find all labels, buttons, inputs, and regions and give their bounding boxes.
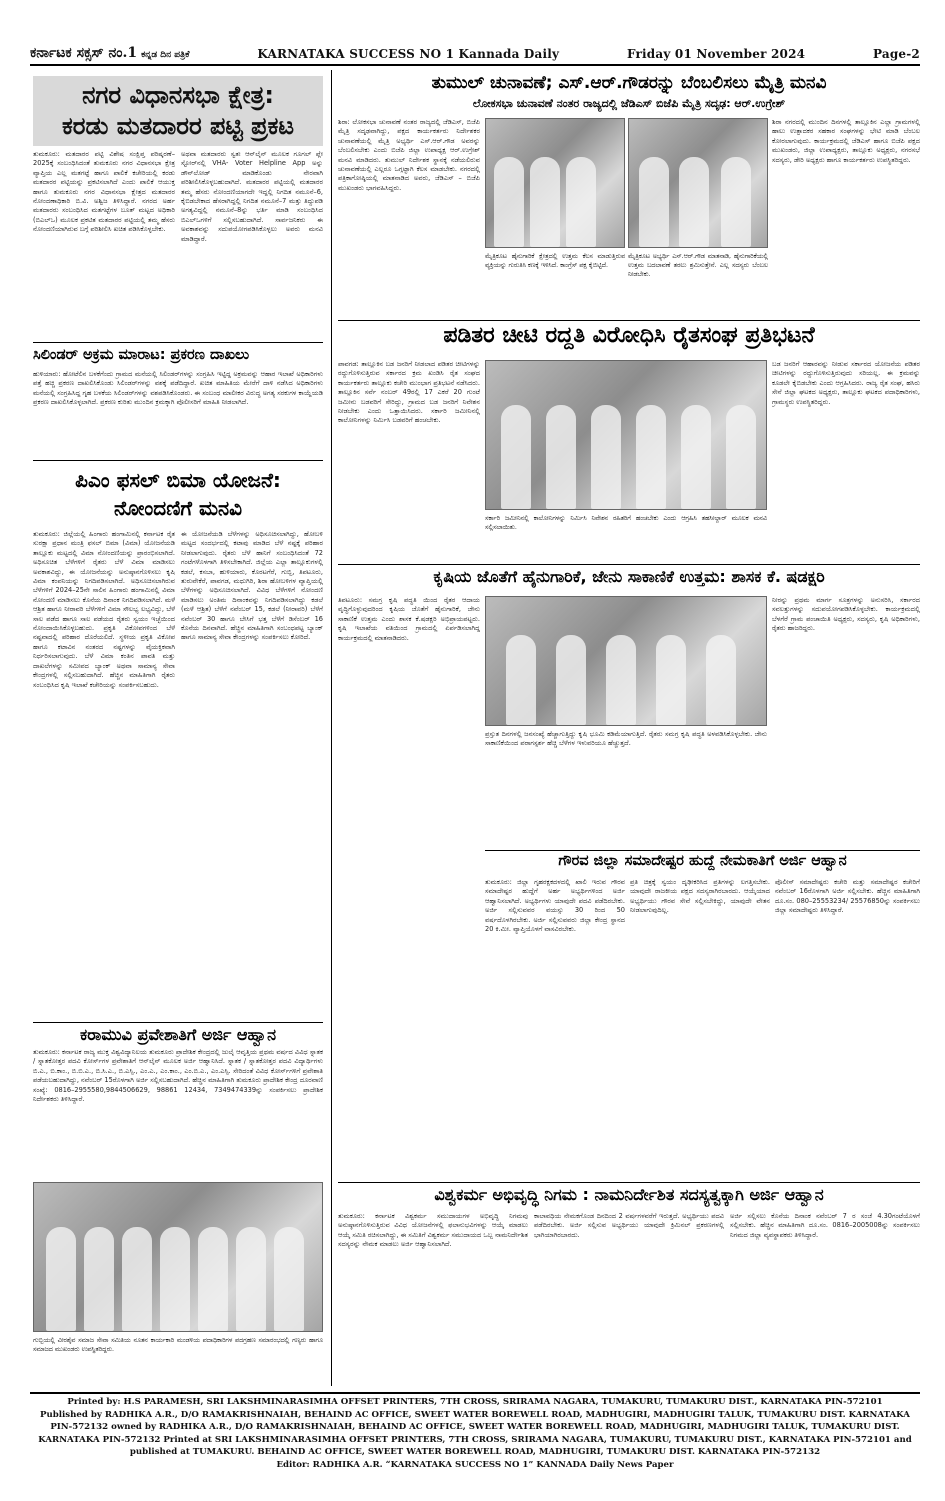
cylinder-body: ಹುಳಿಯಾರು: ಹೋಟೆಲಿನ ಬಳಕೆಗೆಂದು ಗ್ರಾಮದ ಮನೆಯಲ್ಲಿ ಸಿಲಿಂಡರ್‌ಗಳನ್ನು ಸಂಗ್ರಹಿಸಿ ಇಟ್ಟಿದ್ದ ಅಕ್ರಮವನ್ನು ಆಹಾರ ಇಲಾಖೆ ಅಧಿಕಾರಿಗಳು ಪತ್ತೆ ಹಚ್ಚಿ ಪ್ರಕರಣ ದಾಖಲಿಸಿಕೊಂಡು ಸಿಲಿಂಡರ್‌ಗಳನ್ನು ವಶಕ್ಕೆ ಪಡೆದಿದ್ದಾರೆ. ಖಚಿತ ಮಾಹಿತಿಯ ಮೇರೆಗೆ ದಾಳಿ ನಡೆಸಿದ ಅಧಿಕಾರಿಗಳು ಮನೆಯಲ್ಲಿ ಸಂಗ್ರಹಿಸಿದ್ದ ಗೃಹ ಬಳಕೆಯ ಸಿಲಿಂಡರ್‌ಗಳನ್ನು ವಶಪಡಿಸಿಕೊಂಡರು. ಈ ಸಂಬಂಧ ಮಾಲೀಕರ ವಿರುದ್ಧ ಅಗತ್ಯ ಸರಕುಗಳ ಕಾಯ್ದೆಯಡಿ ಪ್ರಕರಣ ದಾಖಲಿಸಿಕೊಳ್ಳಲಾಗಿದೆ. ಪ್ರಕರಣ ಕುರಿತು ಮುಂದಿನ ಕ್ರಮಕ್ಕಾಗಿ ಪೊಲೀಸರಿಗೆ ಮಾಹಿತಿ ನೀಡಲಾಗಿದೆ. (33, 370, 323, 407)
imprint-line: PIN-572132 owned by RADHIKA A.R., D/O RAMAKRISHNAIAH, BEHAIND AC OFFICE, SWEET WATER BOREWELL ROAD, MADHUGIRI, MADHUGIRI TALUK, TUMAKURU DIST. (50, 1422, 900, 1432)
paper-english-name: KARNATAKA SUCCESS NO 1 Kannada Daily (257, 47, 560, 61)
photo-figure (160, 1227, 190, 1331)
section-rule (338, 1182, 920, 1183)
tumul-subheadline: ಲೋಕಸಭಾ ಚುನಾವಣೆ ನಂತರ ರಾಜ್ಯದಲ್ಲಿ ಜೆಡಿಎಸ್ ಬಿಜೆಪಿ ಮೈತ್ರಿ ಸದೃಢ: ಆರ್.ಉಗ್ರೇಶ್ (472, 97, 786, 110)
photo-figure (679, 157, 709, 247)
photo-figure (274, 1227, 304, 1331)
photo-figure (236, 1227, 266, 1331)
paper-name (30, 45, 190, 61)
krushi-headline: ಕೃಷಿಯ ಜೊತೆಗೆ ಹೈನುಗಾರಿಕೆ, ಜೇನು ಸಾಕಾಣಿಕೆ ಉತ್ತಮ: ಶಾಸಕ ಕೆ. ಷಡಕ್ಷರಿ (433, 567, 825, 586)
tumul-photo-left (485, 118, 625, 248)
photo-figure (556, 635, 586, 725)
photo-figure (639, 157, 669, 247)
photo-figure (506, 635, 536, 725)
photo-figure (546, 405, 576, 509)
imprint-line: KARNATAKA PIN-572132 Printed at SRI LAKSHMINARASIMHA OFFSET PRINTERS, 7TH CROSS, SRIRAMA NAGARA, TUMAKURU, TUMAKURU DIST., KARNATAKA PIN-572101 and (38, 1434, 912, 1445)
gubbi-photo-caption: ಗುಬ್ಬಿಯಲ್ಲಿ ವೀರಶೈವ ಸಮಾಜ ಸೇವಾ ಸಮಿತಿಯ ನೂತನ ಕಾರ್ಯಕಾರಿ ಮಂಡಳಿಯ ಪದಾಧಿಕಾರಿಗಳ ಪದಗ್ರಹಣ ಸಮಾರಂಭದಲ್ಲಿ ಗಣ್ಯರು ಹಾಗೂ ಸಮಾಜದ ಮುಖಂಡರು ಉಪಸ್ಥಿತರಿದ್ದರು. (33, 1337, 323, 1353)
voters-list-headline-line1: ನಗರ ವಿಧಾನಸಭಾ ಕ್ಷೇತ್ರ: (82, 81, 274, 109)
section-rule (338, 320, 920, 321)
krushi-body-col2: ಪ್ರಸ್ತುತ ದಿನಗಳಲ್ಲಿ ಜನಸಂಖ್ಯೆ ಹೆಚ್ಚಾಗುತ್ತಿದ್ದು ಕೃಷಿ ಭೂಮಿ ಕಡಿಮೆಯಾಗುತ್ತಿದೆ. ರೈತರು ಸಮಗ್ರ ಕೃಷಿ ಪದ್ಧತಿ ಅಳವಡಿಸಿಕೊಳ್ಳಬೇಕು. ಜೇನು ಸಾಕಾಣಿಕೆಯಿಂದ ಪರಾಗಸ್ಪರ್ಶ ಹೆಚ್ಚಿ ಬೆಳೆಗಳ ಇಳುವರಿಯೂ ಹೆಚ್ಚುತ್ತದೆ. (485, 730, 767, 748)
section-rule (33, 460, 323, 461)
tumul-body-col1: ಶಿರಾ: ಲೋಕಸಭಾ ಚುನಾವಣೆ ನಂತರ ರಾಜ್ಯದಲ್ಲಿ ಜೆಡಿಎಸ್, ಬಿಜೆಪಿ ಮೈತ್ರಿ ಸದೃಢವಾಗಿದ್ದು, ಪಕ್ಷದ ಕಾರ್ಯಕರ್ತರು ನಿರ್ದೇಶಕರ ಚುನಾವಣೆಯಲ್ಲಿ ಮೈತ್ರಿ ಅಭ್ಯರ್ಥಿ ಎಸ್.ಆರ್.ಗೌಡ ಅವರನ್ನು ಬೆಂಬಲಿಸಬೇಕು ಎಂದು ಬಿಜೆಪಿ ಜಿಲ್ಲಾ ಉಪಾಧ್ಯಕ್ಷ ಆರ್.ಉಗ್ರೇಶ್ ಮನವಿ ಮಾಡಿದರು. ತುಮುಲ್ ನಿರ್ದೇಶಕ ಸ್ಥಾನಕ್ಕೆ ನಡೆಯಲಿರುವ ಚುನಾವಣೆಯಲ್ಲಿ ಎಲ್ಲರೂ ಒಗ್ಗಟ್ಟಾಗಿ ಕೆಲಸ ಮಾಡಬೇಕು. ನಗರದಲ್ಲಿ ಪತ್ರಿಕಾಗೋಷ್ಠಿಯಲ್ಲಿ ಮಾತನಾಡಿದ ಅವರು, ಜೆಡಿಎಸ್ – ಬಿಜೆಪಿ ಮುಖಂಡರು ಭಾಗವಹಿಸಿದ್ದರು. (338, 118, 480, 192)
tumul-body-col-right: ಶಿರಾ ನಗರದಲ್ಲಿ ಮುಂದಿನ ದಿನಗಳಲ್ಲಿ ತಾಲ್ಲೂಕಿನ ಎಲ್ಲಾ ಗ್ರಾಮಗಳಲ್ಲಿ ಹಾಲು ಉತ್ಪಾದಕರ ಸಹಕಾರ ಸಂಘಗಳನ್ನು ಭೇಟಿ ಮಾಡಿ ಬೆಂಬಲ ಕೋರಲಾಗುವುದು. ಕಾರ್ಯಕ್ರಮದಲ್ಲಿ ಜೆಡಿಎಸ್ ಹಾಗೂ ಬಿಜೆಪಿ ಪಕ್ಷದ ಮುಖಂಡರು, ಜಿಲ್ಲಾ ಉಪಾಧ್ಯಕ್ಷರು, ತಾಲ್ಲೂಕು ಅಧ್ಯಕ್ಷರು, ನಗರಸಭೆ ಸದಸ್ಯರು, ಡೇರಿ ಅಧ್ಯಕ್ಷರು ಹಾಗೂ ಕಾರ್ಯಕರ್ತರು ಉಪಸ್ಥಿತರಿದ್ದರು. (772, 118, 920, 164)
section-rule (485, 850, 920, 851)
photo-figure (591, 405, 621, 509)
voters-list-headline-line2: ಕರಡು ಮತದಾರರ ಪಟ್ಟಿ ಪ್ರಕಟ (61, 112, 295, 140)
gourava-body-col3: ಪೊಲೀಸ್ ಸಮಾದೇಷ್ಟರು ಕಚೇರಿ ಮತ್ತು ಸಮಾದೇಷ್ಟರ ಕಚೇರಿಗೆ ನವೆಂಬರ್ 16ರೊಳಗಾಗಿ ಅರ್ಜಿ ಸಲ್ಲಿಸಬೇಕು. ಹೆಚ್ಚಿನ ಮಾಹಿತಿಗಾಗಿ ದೂ.ಸಂ. 080–25553234/ 25576850ನ್ನು ಸಂಪರ್ಕಿಸಲು ಜಿಲ್ಲಾ ಸಮಾದೇಷ್ಟರು ತಿಳಿಸಿದ್ದಾರೆ. (775, 878, 920, 915)
padi-body-col1: ಪಾವಗಡ: ತಾಲ್ಲೂಕಿನ ಬಡ ಜನರಿಗೆ ನೀಡಲಾದ ಪಡಿತರ ಚೀಟಿಗಳನ್ನು ರದ್ದುಗೊಳಿಸುತ್ತಿರುವ ಸರ್ಕಾರದ ಕ್ರಮ ಖಂಡಿಸಿ ರೈತ ಸಂಘದ ಕಾರ್ಯಕರ್ತರು ತಾಲ್ಲೂಕು ಕಚೇರಿ ಮುಂಭಾಗ ಪ್ರತಿಭಟನೆ ನಡೆಸಿದರು. ತಾಲ್ಲೂಕಿನ ಸರ್ವೆ ನಂಬರ್ 49ರಲ್ಲಿ 17 ಎಕರೆ 20 ಗುಂಟೆ ಜಮೀನು ಬಡವರಿಗೆ ಸೇರಿದ್ದು, ಗ್ರಾಮದ ಬಡ ಜನರಿಗೆ ನಿವೇಶನ ನೀಡಬೇಕು ಎಂದು ಒತ್ತಾಯಿಸಿದರು. ಸರ್ಕಾರಿ ಜಮೀನಿನಲ್ಲಿ ಕಾಲೋನಿಗಳನ್ನು ನಿರ್ಮಿಸಿ ಬಡವರಿಗೆ ಹಂಚಬೇಕು. (338, 360, 480, 425)
tumul-headline: ತುಮುಲ್ ಚುನಾವಣೆ; ಎಸ್.ಆರ್.ಗೌಡರನ್ನು ಬೆಂಬಲಿಸಲು ಮೈತ್ರಿ ಮನವಿ (431, 73, 827, 93)
photo-figure (84, 1227, 114, 1331)
padi-body-col-right: ಬಡ ಜನರಿಗೆ ಆಹಾರವನ್ನು ನೀಡುವ ಸರ್ಕಾರದ ಯೋಜನೆಯ ಪಡಿತರ ಚೀಟಿಗಳನ್ನು ರದ್ದುಗೊಳಿಸುತ್ತಿರುವುದು ಸರಿಯಲ್ಲ. ಈ ಕ್ರಮವನ್ನು ಕೂಡಲೇ ಕೈಬಿಡಬೇಕು ಎಂದು ಆಗ್ರಹಿಸಿದರು. ರಾಜ್ಯ ರೈತ ಸಂಘ, ಹಸಿರು ಸೇನೆ ಜಿಲ್ಲಾ ಘಟಕದ ಅಧ್ಯಕ್ಷರು, ತಾಲ್ಲೂಕು ಘಟಕದ ಪದಾಧಿಕಾರಿಗಳು, ಗ್ರಾಮಸ್ಥರು ಉಪಸ್ಥಿತರಿದ್ದರು. (772, 360, 920, 406)
section-rule (33, 342, 323, 343)
krushi-event-photo (485, 596, 767, 726)
vishwakarma-headline: ವಿಶ್ವಕರ್ಮ ಅಭಿವೃದ್ಧಿ ನಿಗಮ : ನಾಮನಿರ್ದೇಶಿತ ಸದಸ್ಯತ್ವಕ್ಕಾಗಿ ಅರ್ಜಿ ಆಹ್ವಾನ (434, 1185, 824, 1204)
padi-photo-caption: ಸರ್ಕಾರಿ ಜಮೀನಿನಲ್ಲಿ ಕಾಲೋನಿಗಳನ್ನು ನಿರ್ಮಿಸಿ ನಿವೇಶನ ರಹಿತರಿಗೆ ಹಂಚಬೇಕು ಎಂದು ಆಗ್ರಹಿಸಿ ತಹಸೀಲ್ದಾರ್ ಮೂಲಕ ಮನವಿ ಸಲ್ಲಿಸಲಾಯಿತು. (485, 515, 767, 531)
photo-figure (726, 405, 756, 509)
fasal-headline-line2: ನೋಂದಣಿಗೆ ಮನವಿ (113, 496, 242, 520)
issue-date: Friday 01 November 2024 (626, 47, 806, 61)
voters-list-body-col2: ಅಥವಾ ಮತದಾರರು ಸ್ವತಃ ಆನ್‌ಲೈನ್ ಮೂಲಕ ಗೂಗಲ್ ಪ್ಲೇ ಸ್ಟೋರ್‌ನಲ್ಲಿ VHA- Voter Helpline App ಅನ್ನು ಡೌನ್‌ಲೋಡ್ ಮಾಡಿಕೊಂಡು ನೇರವಾಗಿ ಪರಿಶೀಲಿಸಿಕೊಳ್ಳಬಹುದಾಗಿದೆ. ಮತದಾರರ ಪಟ್ಟಿಯಲ್ಲಿ ಮತದಾರರ ತಮ್ಮ ಹೆಸರು ನೋಂದಣಿಯಾಗದೇ ಇದ್ದಲ್ಲಿ ನಿಗದಿತ ನಮೂನೆ–6, ಕೈಬಿಡಬೇಕಾದ ಹೆಸರಾಗಿದ್ದಲ್ಲಿ ನಿಗದಿತ ನಮೂನೆ–7 ಮತ್ತು ತಿದ್ದುಪಡಿ ಅಗತ್ಯವಿದ್ದಲ್ಲಿ ನಮೂನೆ–8ನ್ನು ಭರ್ತಿ ಮಾಡಿ ಸಂಬಂಧಿಸಿದ ಬಿಎಲ್‌ಒಗಳಿಗೆ ಸಲ್ಲಿಸಬಹುದಾಗಿದೆ. ಸಾರ್ವಜನಿಕರು ಈ ಅವಕಾಶವನ್ನು ಸದುಪಯೋಗಪಡಿಸಿಕೊಳ್ಳಲು ಅವರು ಮನವಿ ಮಾಡಿದ್ದಾರೆ. (181, 150, 323, 243)
vishwakarma-body-col1: ತುಮಕೂರು: ಕರ್ನಾಟಕ ವಿಶ್ವಕರ್ಮ ಸಮುದಾಯಗಳ ಅಭಿವೃದ್ಧಿ ನಿಗಮವು ಅನುಷ್ಠಾನಗೊಳಿಸುತ್ತಿರುವ ವಿವಿಧ ಯೋಜನೆಗಳಲ್ಲಿ ಫಲಾನುಭವಿಗಳನ್ನು ಆಯ್ಕೆ ಮಾಡಲು ಆಯ್ಕೆ ಸಮಿತಿ ರಚಿಸಲಾಗಿದ್ದು, ಈ ಸಮಿತಿಗೆ ವಿಶ್ವಕರ್ಮ ಸಮುದಾಯದ ಒಬ್ಬ ನಾಮನಿರ್ದೇಶಿತ ಸದಸ್ಯರನ್ನು ನೇಮಕ ಮಾಡಲು ಅರ್ಜಿ ಆಹ್ವಾನಿಸಲಾಗಿದೆ. (338, 1212, 528, 1249)
photo-figure (46, 1227, 76, 1331)
gourava-headline: ಗೌರವ ಜಿಲ್ಲಾ ಸಮಾದೇಷ್ಟರ ಹುದ್ದೆ ನೇಮಕಾತಿಗೆ ಅರ್ಜಿ ಆಹ್ವಾನ (558, 853, 847, 869)
karamuvi-headline: ಕರಾಮುವಿ ಪ್ರವೇಶಾತಿಗೆ ಅರ್ಜಿ ಆಹ್ವಾನ (80, 1025, 276, 1044)
imprint-editor-line: Editor: RADHIKA A.R. “KARNATAKA SUCCESS NO 1” KANNADA Daily News Paper (276, 1459, 674, 1470)
voters-list-body-col1: ತುಮಕೂರು: ಮತದಾರರ ಪಟ್ಟಿ ವಿಶೇಷ ಸಂಕ್ಷಿಪ್ತ ಪರಿಷ್ಕರಣೆ–2025ಕ್ಕೆ ಸಂಬಂಧಿಸಿದಂತೆ ತುಮಕೂರು ನಗರ ವಿಧಾನಸಭಾ ಕ್ಷೇತ್ರ ವ್ಯಾಪ್ತಿಯ ಎಲ್ಲ ಮತಗಟ್ಟೆ ಹಾಗೂ ಪಾಲಿಕೆ ಕಚೇರಿಯಲ್ಲಿ ಕರಡು ಮತದಾರರ ಪಟ್ಟಿಯನ್ನು ಪ್ರಕಟಿಸಲಾಗಿದೆ ಎಂದು ಪಾಲಿಕೆ ಆಯುಕ್ತ ಹಾಗೂ ತುಮಕೂರು ನಗರ ವಿಧಾನಸಭಾ ಕ್ಷೇತ್ರದ ಮತದಾರರ ನೋಂದಣಾಧಿಕಾರಿ ಬಿ.ವಿ. ಅಶ್ವಿಜ ತಿಳಿಸಿದ್ದಾರೆ. ನಗರದ ಅರ್ಹ ಮತದಾರರು ಸಂಬಂಧಿಸಿದ ಮತಗಟ್ಟೆಗಳ ಬೂತ್ ಮಟ್ಟದ ಅಧಿಕಾರಿ (ಬಿಎಲ್‌ಒ) ಮೂಲಕ ಪ್ರಕಟಿತ ಮತದಾರರ ಪಟ್ಟಿಯಲ್ಲಿ ತಮ್ಮ ಹೆಸರು ನೋಂದಣಿಯಾಗಿರುವ ಬಗ್ಗೆ ಪರಿಶೀಲಿಸಿ ಖಚಿತ ಪಡಿಸಿಕೊಳ್ಳಬೇಕು. (33, 150, 175, 234)
vishwakarma-body-col2: ಕಾಲಾವಧಿಯ ನೇಮಕಗೊಂಡ ದಿನದಿಂದ 2 ವರ್ಷಗಳವರೆಗೆ ಇರುತ್ತದೆ. ಅಭ್ಯರ್ಥಿಯು ಪದವಿ ಪಡೆದಿರಬೇಕು. ಅರ್ಜಿ ಸಲ್ಲಿಸುವ ಅಭ್ಯರ್ಥಿಯು ಯಾವುದೇ ಕ್ರಿಮಿನಲ್ ಪ್ರಕರಣಗಳಲ್ಲಿ ಭಾಗಿಯಾಗಿರಬಾರದು. (534, 1212, 724, 1239)
tumul-caption-left: ಮೈತ್ರಿಕೂಟ ಹೈನುಗಾರಿಕೆ ಕ್ಷೇತ್ರದಲ್ಲಿ ಉತ್ತಮ ಕೆಲಸ ಮಾಡುತ್ತಿರುವ ವ್ಯಕ್ತಿಯನ್ನು ಗುರುತಿಸಿ ಕಣಕ್ಕೆ ಇಳಿಸಿದೆ. ಕಾಂಗ್ರೆಸ್ ಪಕ್ಷ ಕೈಬಿಟ್ಟಿದೆ. (485, 253, 625, 269)
photo-figure (636, 405, 666, 509)
masthead (30, 42, 920, 66)
fasal-body-col1: ತುಮಕೂರು: ಜಿಲ್ಲೆಯಲ್ಲಿ ಹಿಂಗಾರು ಹಂಗಾಮಿನಲ್ಲಿ ಕರ್ನಾಟಕ ರೈತ ಸುರಕ್ಷಾ ಪ್ರಧಾನ ಮಂತ್ರಿ ಫಸಲ್ ಬಿಮಾ (ವಿಮಾ) ಯೋಜನೆಯಡಿ ತಾಲ್ಲೂಕು ಮಟ್ಟದಲ್ಲಿ ವಿಮಾ ನೋಂದಣಿಯನ್ನು ಪ್ರಾರಂಭಿಸಲಾಗಿದೆ. ಅಧಿಸೂಚಿತ ಬೆಳೆಗಳಿಗೆ ರೈತರು ಬೆಳೆ ವಿಮಾ ಮಾಡಿಸಲು ಅವಕಾಶವಿದ್ದು, ಈ ಯೋಜನೆಯನ್ನು ಅನುಷ್ಠಾನಗೊಳಿಸಲು ಕೃಷಿ ವಿಮಾ ಕಂಪನಿಯನ್ನು ನಿಗದಿಪಡಿಸಲಾಗಿದೆ. ಅಧಿಸೂಚಿಸಲಾಗಿರುವ ಬೆಳೆಗಳಿಗೆ 2024–25ನೇ ಸಾಲಿನ ಹಿಂಗಾರು ಹಂಗಾಮಿನಲ್ಲಿ ವಿಮಾ ನೋಂದಣಿ ಮಾಡಿಸಲು ಕೊನೆಯ ದಿನಾಂಕ ನಿಗದಿಪಡಿಸಲಾಗಿದೆ. ಮಳೆ ಆಶ್ರಿತ ಹಾಗೂ ನೀರಾವರಿ ಬೆಳೆಗಳಿಗೆ ವಿಮಾ ಸೌಲಭ್ಯ ಲಭ್ಯವಿದ್ದು, ಬೆಳೆ ಸಾಲ ಪಡೆದ ಹಾಗೂ ಸಾಲ ಪಡೆಯದ ರೈತರು ಸ್ವಯಂ ಇಚ್ಛೆಯಿಂದ ನೋಂದಾಯಿಸಿಕೊಳ್ಳಬಹುದು. ಪ್ರಕೃತಿ ವಿಕೋಪಗಳಿಂದ ಬೆಳೆ ನಷ್ಟವಾದಲ್ಲಿ ಪರಿಹಾರ ದೊರೆಯಲಿದೆ. ಸ್ಥಳೀಯ ಪ್ರಕೃತಿ ವಿಕೋಪ ಹಾಗೂ ಕಟಾವಿನ ನಂತರದ ನಷ್ಟಗಳನ್ನು ವೈಯಕ್ತಿಕವಾಗಿ ನಿರ್ಧರಿಸಲಾಗುವುದು. ಬೆಳೆ ವಿಮಾ ಕಂತಿನ ಪಾವತಿ ಮತ್ತು ದಾಖಲೆಗಳನ್ನು ಸಮೀಪದ ಬ್ಯಾಂಕ್ ಅಥವಾ ಸಾಮಾನ್ಯ ಸೇವಾ ಕೇಂದ್ರಗಳಲ್ಲಿ ಸಲ್ಲಿಸಬಹುದಾಗಿದೆ. ಹೆಚ್ಚಿನ ಮಾಹಿತಿಗಾಗಿ ರೈತರು ಸಂಬಂಧಿಸಿದ ಕೃಷಿ ಇಲಾಖೆ ಕಚೇರಿಯನ್ನು ಸಂಪರ್ಕಿಸಬಹುದು. (33, 530, 175, 689)
paper-tagline: ಕನ್ನಡ ದಿನ ಪತ್ರಿಕೆ (141, 50, 190, 60)
cylinder-headline: ಸಿಲಿಂಡರ್ ಅಕ್ರಮ ಮಾರಾಟ: ಪ್ರಕರಣ ದಾಖಲು (33, 347, 250, 363)
voters-list-headline (33, 76, 323, 146)
gourava-body-col2: ಪ್ರತಿ ಚಿತ್ರಕ್ಕೆ ಸ್ವಯಂ ದೃಢೀಕರಿಸಿದ ಪ್ರತಿಗಳನ್ನು ಲಗತ್ತಿಸಬೇಕು. ಯಾವುದೇ ರಾಜಕೀಯ ಪಕ್ಷದ ಸದಸ್ಯರಾಗಿರಬಾರದು. ಆಯ್ಕೆಯಾದ ಅಭ್ಯರ್ಥಿಯು ಗೌರವ ಸೇವೆ ಸಲ್ಲಿಸಬೇಕಿದ್ದು, ಯಾವುದೇ ವೇತನ ನೀಡಲಾಗುವುದಿಲ್ಲ. (630, 878, 770, 915)
photo-figure (198, 1227, 228, 1331)
imprint-line: Published by RADHIKA A.R., D/O RAMAKRISHNAIAH, BEHAIND AC OFFICE, SWEET WATER BOREWELL ROAD, MADHUGIRI, MADHUGIRI TALUK, TUMAKURU DIST. KARNATAKA (40, 1409, 910, 1420)
krushi-body-col3: ನೀರನ್ನು ಪ್ರಥಮ ಮಾರ್ಗ ಸೂತ್ರಗಳನ್ನು ಅನುಸರಿಸಿ, ಸರ್ಕಾರದ ಸವಲತ್ತುಗಳನ್ನು ಸದುಪಯೋಗಪಡಿಸಿಕೊಳ್ಳಬೇಕು. ಕಾರ್ಯಕ್ರಮದಲ್ಲಿ ಬೆಳಗೆರೆ ಗ್ರಾಮ ಪಂಚಾಯಿತಿ ಅಧ್ಯಕ್ಷರು, ಸದಸ್ಯರು, ಕೃಷಿ ಅಧಿಕಾರಿಗಳು, ರೈತರು ಹಾಜರಿದ್ದರು. (772, 596, 920, 633)
fasal-headline (33, 466, 323, 522)
krushi-body-col1: ತಿಪಟೂರು: ಸಮಗ್ರ ಕೃಷಿ ಪದ್ಧತಿ ಯಿಂದ ರೈತರ ಆದಾಯ ವೃದ್ಧಿಗೊಳ್ಳುವುದರಿಂದ ಕೃಷಿಯ ಜೊತೆಗೆ ಹೈನುಗಾರಿಕೆ, ಜೇನು ಸಾಕಾಣಿಕೆ ಉತ್ತಮ ಎಂದು ಶಾಸಕ ಕೆ.ಷಡಕ್ಷರಿ ಅಭಿಪ್ರಾಯಪಟ್ಟರು. ಕೃಷಿ ಇಲಾಖೆಯ ವತಿಯಿಂದ ಗ್ರಾಮದಲ್ಲಿ ಏರ್ಪಡಿಸಲಾಗಿದ್ದ ಕಾರ್ಯಕ್ರಮದಲ್ಲಿ ಮಾತನಾಡಿದರು. (338, 596, 480, 642)
vishwakarma-body-col3: ಅರ್ಜಿ ಸಲ್ಲಿಸಲು ಕೊನೆಯ ದಿನಾಂಕ ನವೆಂಬರ್ 7 ರ ಸಂಜೆ 4.30ಗಂಟೆಯೊಳಗೆ ಸಲ್ಲಿಸಬೇಕು. ಹೆಚ್ಚಿನ ಮಾಹಿತಿಗಾಗಿ ದೂ.ಸಂ. 0816–2005008ನ್ನು ಸಂಪರ್ಕಿಸಲು ನಿಗಮದ ಜಿಲ್ಲಾ ವ್ಯವಸ್ಥಾಪಕರು ತಿಳಿಸಿದ್ದಾರೆ. (730, 1212, 920, 1239)
padi-protest-photo (485, 360, 767, 510)
section-rule (338, 564, 920, 565)
column-divider (331, 70, 332, 1386)
photo-figure (606, 635, 636, 725)
group-photo-gubbi (33, 1182, 323, 1332)
tumul-photo-right (628, 118, 768, 248)
photo-figure (122, 1227, 152, 1331)
fasal-headline-line1: ಪಿಎಂ ಫಸಲ್ ಬಿಮಾ ಯೋಜನೆ: (75, 468, 281, 492)
photo-figure (656, 635, 686, 725)
imprint-line: Printed by: H.S PARAMESH, SRI LAKSHMINARASIMHA OFFSET PRINTERS, 7TH CROSS, SRIRAMA NAGARA, TUMAKURU, TUMAKURU DIST., KARNATAKA PIN-572101 (67, 1397, 883, 1407)
photo-figure (721, 157, 751, 247)
section-rule (33, 1022, 323, 1023)
tumul-caption-right: ಮೈತ್ರಿಕೂಟ ಅಭ್ಯರ್ಥಿ ಎಸ್.ಆರ್.ಗೌಡ ಮಾತನಾಡಿ, ಹೈನುಗಾರಿಕೆಯಲ್ಲಿ ಉತ್ತಮ ಬದಲಾವಣೆ ತರಲು ಶ್ರಮಿಸುತ್ತೇನೆ. ಎಲ್ಲ ಸದಸ್ಯರು ಬೆಂಬಲ ನೀಡಬೇಕು. (628, 253, 768, 278)
photo-figure (501, 405, 531, 509)
karamuvi-body: ತುಮಕೂರು: ಕರ್ನಾಟಕ ರಾಜ್ಯ ಮುಕ್ತ ವಿಶ್ವವಿದ್ಯಾನಿಲಯ ತುಮಕೂರು ಪ್ರಾದೇಶಿಕ ಕೇಂದ್ರದಲ್ಲಿ ಜುಲೈ ಆವೃತ್ತಿಯ ಪ್ರಥಮ ವರ್ಷದ ವಿವಿಧ ಸ್ನಾತಕ / ಸ್ನಾತಕೋತ್ತರ ಪದವಿ ಕೋರ್ಸ್‌ಗಳ ಪ್ರವೇಶಾತಿಗೆ ಆನ್‌ಲೈನ್ ಮೂಲಕ ಅರ್ಜಿ ಆಹ್ವಾನಿಸಿದೆ. ಸ್ನಾತಕ / ಸ್ನಾತಕೋತ್ತರ ಪದವಿ ವಿದ್ಯಾರ್ಥಿಗಳು ಬಿ.ಎ., ಬಿ.ಕಾಂ., ಬಿ.ಬಿ.ಎ., ಬಿ.ಸಿ.ಎ., ಬಿ.ಎಸ್ಸಿ., ಎಂ.ಎ., ಎಂ.ಕಾಂ., ಎಂ.ಬಿ.ಎ., ಎಂ.ಎಸ್ಸಿ. ಸೇರಿದಂತೆ ವಿವಿಧ ಕೋರ್ಸ್‌ಗಳಿಗೆ ಪ್ರವೇಶಾತಿ ಪಡೆಯಬಹುದಾಗಿದ್ದು, ನವೆಂಬರ್ 15ರೊಳಗಾಗಿ ಅರ್ಜಿ ಸಲ್ಲಿಸಬಹುದಾಗಿದೆ. ಹೆಚ್ಚಿನ ಮಾಹಿತಿಗಾಗಿ ತುಮಕೂರು ಪ್ರಾದೇಶಿಕ ಕೇಂದ್ರ ದೂರವಾಣಿ ಸಂಖ್ಯೆ: 0816–2955580,9844506629, 98861 12434, 7349474339ನ್ನು ಸಂಪರ್ಕಿಸಲು ಪ್ರಾದೇಶಿಕ ನಿರ್ದೇಶಕರು ತಿಳಿಸಿದ್ದಾರೆ. (33, 1048, 323, 1104)
imprint-line: published at TUMAKURU. BEHAIND AC OFFICE, SWEET WATER BOREWELL ROAD, MADHUGIRI, TUMAKURU DIST. KARNATAKA PIN-572132 (129, 1447, 821, 1457)
page-number: Page-2 (872, 47, 920, 61)
padi-headline: ಪಡಿತರ ಚೀಟಿ ರದ್ದತಿ ವಿರೋಧಿಸಿ ರೈತಸಂಘ ಪ್ರತಿಭಟನೆ (443, 323, 815, 348)
fasal-body-col2: ಈ ಯೋಜನೆಯಡಿ ಬೆಳೆಗಳನ್ನು ಅಧಿಸೂಚಿಸಲಾಗಿದ್ದು, ಹೋಬಳಿ ಮಟ್ಟದ ಸಂದರ್ಭದಲ್ಲಿ ಕಟಾವು ಮಾಡಿದ ಬೆಳೆ ನಷ್ಟಕ್ಕೆ ಪರಿಹಾರ ನೀಡಲಾಗುವುದು. ರೈತರು ಬೆಳೆ ಹಾನಿಗೆ ಸಂಬಂಧಿಸಿದಂತೆ 72 ಗಂಟೆಗಳೊಳಗಾಗಿ ತಿಳಿಸಬೇಕಾಗಿದೆ. ಜಿಲ್ಲೆಯ ಎಲ್ಲಾ ತಾಲ್ಲೂಕುಗಳಲ್ಲಿ ಕಡಲೆ, ಕಸಬಾ, ಹುಳಿಯಾರು, ಕೊರಟಗೆರೆ, ಗುಬ್ಬಿ, ತಿಪಟೂರು, ತುರುವೇಕೆರೆ, ಪಾವಗಡ, ಮಧುಗಿರಿ, ಶಿರಾ ಹೋಬಳಿಗಳ ವ್ಯಾಪ್ತಿಯಲ್ಲಿ ಬೆಳೆಗಳನ್ನು ಅಧಿಸೂಚಿಸಲಾಗಿದೆ. ವಿವಿಧ ಬೆಳೆಗಳಿಗೆ ನೋಂದಣಿ ಮಾಡಿಸಲು ಅಂತಿಮ ದಿನಾಂಕವನ್ನು ನಿಗದಿಪಡಿಸಲಾಗಿದ್ದು ಕಡಲೆ (ಮಳೆ ಆಶ್ರಿತ) ಬೆಳೆಗೆ ನವೆಂಬರ್ 15, ಕಡಲೆ (ನೀರಾವರಿ) ಬೆಳೆಗೆ ನವೆಂಬರ್ 30 ಹಾಗೂ ಬೇಸಿಗೆ ಭತ್ತ ಬೆಳೆಗೆ ಡಿಸೆಂಬರ್ 16 ಕೊನೆಯ ದಿನವಾಗಿದೆ. ಹೆಚ್ಚಿನ ಮಾಹಿತಿಗಾಗಿ ಸಂಬಂಧಪಟ್ಟ ಬ್ಯಾಂಕ್ ಹಾಗೂ ಸಾಮಾನ್ಯ ಸೇವಾ ಕೇಂದ್ರಗಳನ್ನು ಸಂಪರ್ಕಿಸಲು ಕೋರಿದೆ. (181, 530, 323, 642)
paper-name-kannada: ಕರ್ನಾಟಕ ಸಕ್ಸಸ್ ನಂ.1 (30, 45, 138, 61)
photo-figure (566, 157, 596, 247)
photo-figure (530, 157, 560, 247)
photo-figure (706, 635, 736, 725)
photo-figure (494, 157, 524, 247)
gourava-body-col1: ತುಮಕೂರು: ಜಿಲ್ಲಾ ಗೃಹರಕ್ಷಕದಳದಲ್ಲಿ ಖಾಲಿ ಇರುವ ಗೌರವ ಸಮಾದೇಷ್ಟರ ಹುದ್ದೆಗೆ ಅರ್ಹ ಅಭ್ಯರ್ಥಿಗಳಿಂದ ಅರ್ಜಿ ಆಹ್ವಾನಿಸಲಾಗಿದೆ. ಅಭ್ಯರ್ಥಿಗಳು ಯಾವುದೇ ಪದವಿ ಪಡೆದಿರಬೇಕು. ಅರ್ಜಿ ಸಲ್ಲಿಸುವವರ ವಯಸ್ಸು 30 ರಿಂದ 50 ವರ್ಷದೊಳಗಿರಬೇಕು. ಅರ್ಜಿ ಸಲ್ಲಿಸುವವರು ಜಿಲ್ಲಾ ಕೇಂದ್ರ ಸ್ಥಾನದ 20 ಕಿ.ಮೀ. ವ್ಯಾಪ್ತಿಯೊಳಗೆ ವಾಸವಿರಬೇಕು. (485, 878, 625, 934)
imprint-footer (30, 1392, 920, 1471)
photo-figure (681, 405, 711, 509)
